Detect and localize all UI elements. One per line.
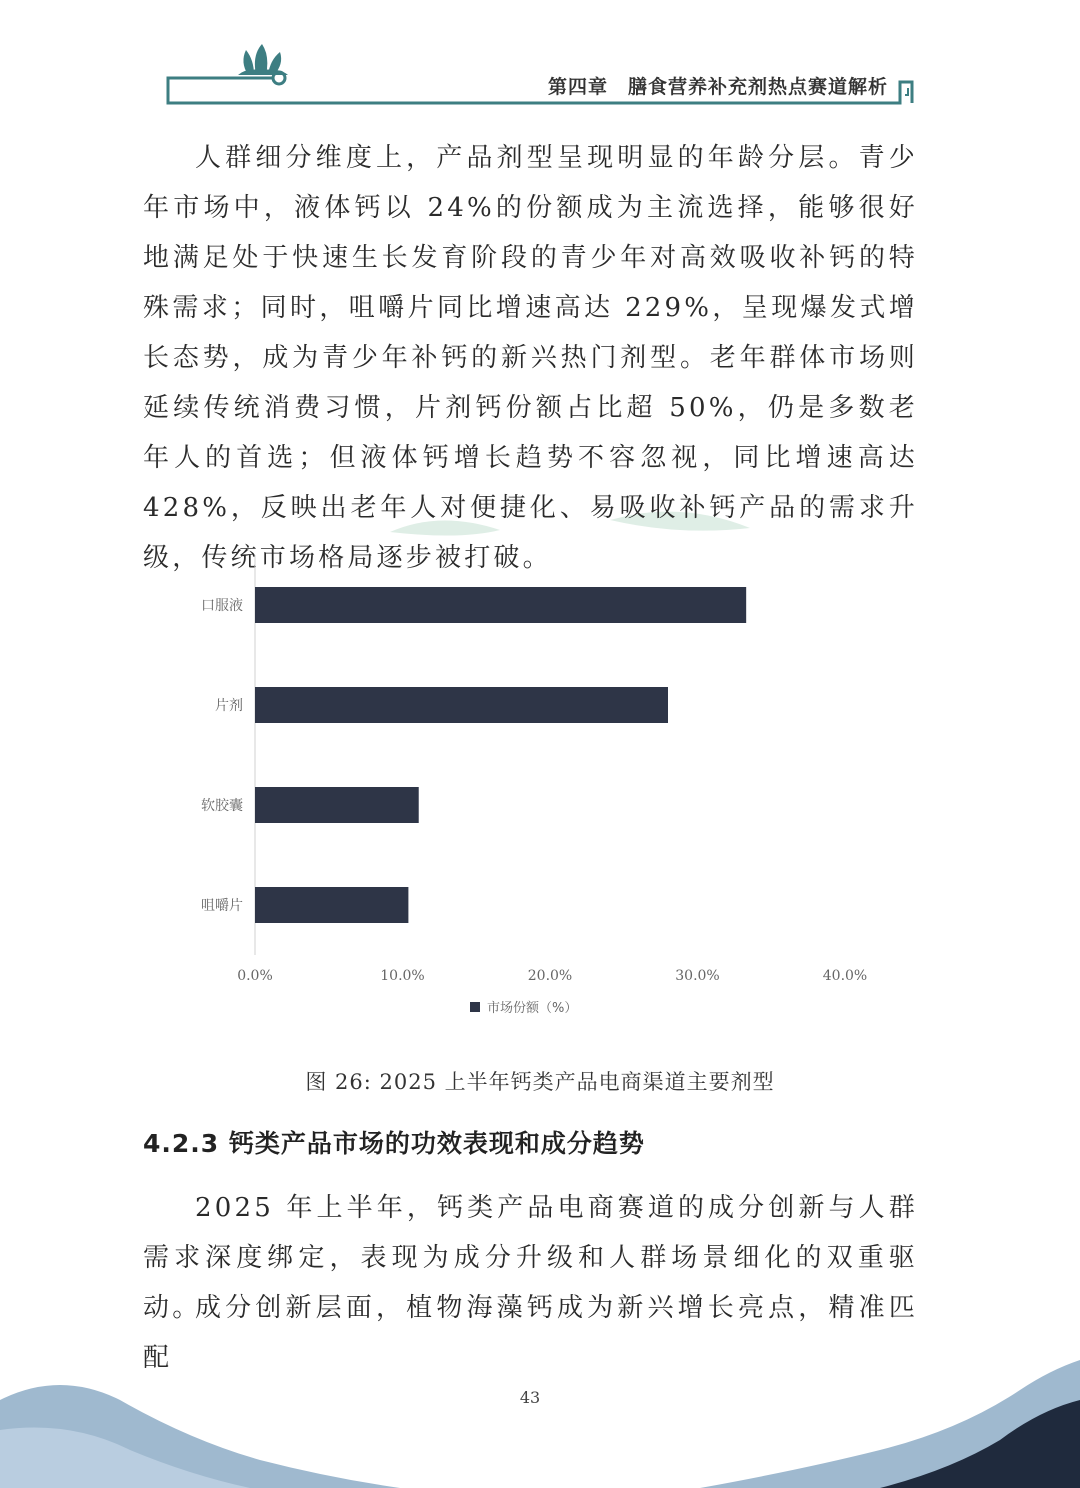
paragraph-text: 成分创新层面，植物海藻钙成为新兴增长亮点，精准匹配 xyxy=(143,1293,918,1373)
y-tick-label: 片剂 xyxy=(215,698,243,714)
section-heading: 4.2.3 钙类产品市场的功效表现和成分趋势 xyxy=(143,1129,645,1158)
chapter-title: 第四章 膳食营养补充剂热点赛道解析 xyxy=(547,76,888,98)
x-tick-label: 40.0% xyxy=(822,968,868,984)
page-number: 43 xyxy=(519,1388,541,1407)
figure-caption: 图 26: 2025 上半年钙类产品电商渠道主要剂型 xyxy=(305,1070,775,1094)
header-decoration xyxy=(0,0,1080,120)
chart-svg xyxy=(150,545,910,1045)
y-tick-label: 口服液 xyxy=(201,598,243,614)
y-tick-label: 软胶囊 xyxy=(201,798,243,814)
legend-swatch xyxy=(470,1002,480,1012)
x-tick-label: 10.0% xyxy=(380,968,425,984)
bar-1 xyxy=(255,687,668,723)
x-tick-label: 30.0% xyxy=(675,968,720,984)
lotus-icon xyxy=(238,44,288,75)
bar-3 xyxy=(255,887,408,923)
x-tick-label: 0.0% xyxy=(237,968,273,984)
paragraph-text: 人群细分维度上，产品剂型呈现明显的年龄分层。青少年市场中，液体钙以 24%的份额成为主流选择，能够很好地满足处于快速生长发育阶段的青少年对高效吸收补钙的特殊需求；同时，咀嚼片同比增速高达 229%，呈现爆发式增长态势，成为青少年补钙的新兴热门剂型。老年群体市场则延续传统消费习惯，片剂钙份额占比超 50%，仍是多数老年人的首选；但液体钙增长趋势不容忽视，同比增速高达 428%，反映出老年人对便捷化、易吸收补钙产品的需求升级，传统市场格局逐步被打破。 xyxy=(143,143,918,573)
bar-0 xyxy=(255,587,746,623)
legend-label: 市场份额（%） xyxy=(487,1001,578,1016)
paragraph-text: 2025 年上半年，钙类产品电商赛道的成分创新与人群需求深度绑定，表现为成分升级和人群场景细化的双重驱动。 xyxy=(143,1193,918,1323)
footer-wave-decoration xyxy=(0,1360,1080,1488)
bar-2 xyxy=(255,787,419,823)
bar-chart xyxy=(150,545,910,1045)
y-tick-label: 咀嚼片 xyxy=(201,898,243,914)
paragraph-age-segmentation xyxy=(143,133,918,583)
x-tick-label: 20.0% xyxy=(527,968,573,984)
